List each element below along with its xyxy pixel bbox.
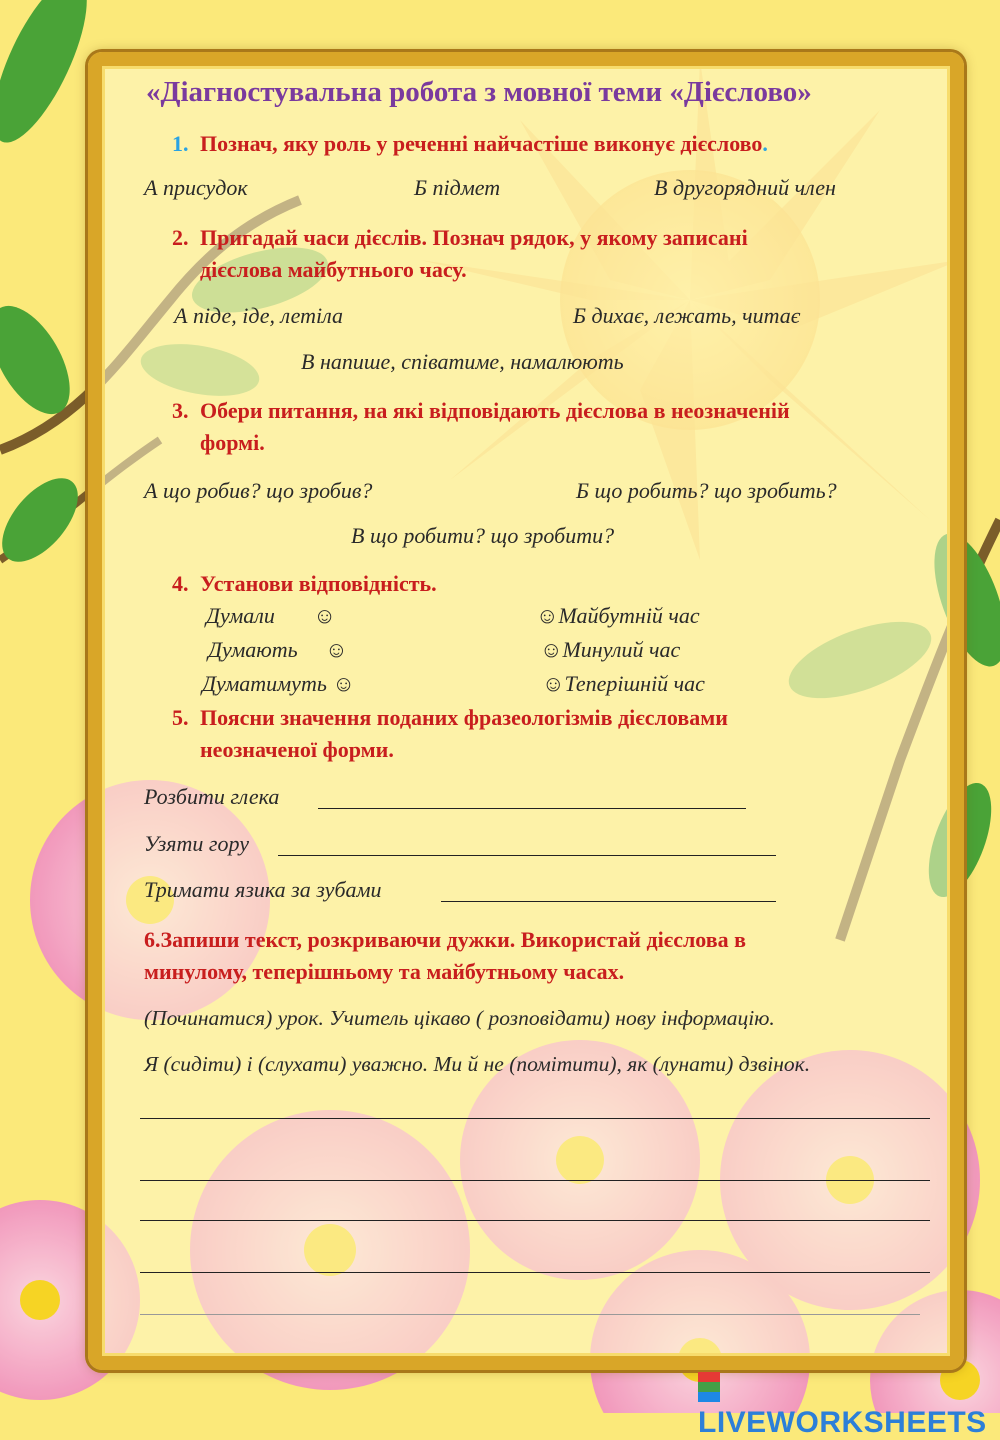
q1-answer-c[interactable]: В другорядний член [654,175,836,200]
question-1-number: 1. [172,131,189,156]
phrase-1-answer-line[interactable] [318,786,746,809]
question-3-line2: формі. [200,430,265,455]
phrase-2-answer-line[interactable] [278,833,776,856]
q2-answer-b[interactable]: Б дихає, лежать, читає [573,303,801,328]
q1-answer-a[interactable]: А присудок [144,175,248,200]
match-left-3[interactable]: Думатимуть ☺ [202,671,355,696]
writing-line-4[interactable] [140,1250,930,1273]
question-6-line1: 6.Запиши текст, розкриваючи дужки. Використай дієслова в [144,927,747,952]
match-right-3[interactable]: ☺Теперішній час [542,671,705,696]
phrase-1: Розбити глека [144,784,280,809]
question-2-line1: Пригадай часи дієслів. Познач рядок, у якому записані [200,225,748,250]
q2-answer-c[interactable]: В напише, співатиме, намалюють [301,349,624,374]
text-paragraph-2: Я (сидіти) і (слухати) уважно. Ми й не (помітити), як (лунати) дзвінок. [144,1052,811,1076]
phrase-3-answer-line[interactable] [441,879,776,902]
question-3-number: 3. [172,398,189,423]
logo-text: LIVEWORKSHEETS [698,1406,987,1439]
question-6 [144,924,926,988]
phrase-3: Тримати язика за зубами [144,877,382,902]
q3-answer-b[interactable]: Б що робить? що зробить? [576,478,837,503]
writing-line-5[interactable] [140,1292,920,1315]
match-right-2[interactable]: ☺Минулий час [540,637,681,662]
question-1 [172,128,768,160]
question-2-number: 2. [172,225,189,250]
q1-answer-b[interactable]: Б підмет [414,175,501,200]
q2-answer-a[interactable]: А піде, іде, летіла [174,303,343,328]
writing-line-2[interactable] [140,1158,930,1181]
match-left-1[interactable]: Думали ☺ [206,603,336,628]
writing-line-1[interactable] [140,1096,930,1119]
question-3-line1: Обери питання, на які відповідають дієслова в неозначеній [200,398,790,423]
question-2-line2: дієслова майбутнього часу. [200,257,467,282]
logo-icon [698,1372,720,1402]
question-3 [172,395,932,459]
text-paragraph-1: (Починатися) урок. Учитель цікаво ( розповідати) нову інформацію. [144,1006,775,1030]
question-5-line1: Поясни значення поданих фразеологізмів дієсловами [200,705,728,730]
writing-line-3[interactable] [140,1198,930,1221]
match-right-1[interactable]: ☺Майбутній час [536,603,700,628]
question-4-number: 4. [172,571,189,596]
match-left-2[interactable]: Думають ☺ [208,637,348,662]
question-2 [172,222,912,286]
question-4 [172,568,437,600]
question-5 [172,702,912,766]
question-6-line2: минулому, теперішньому та майбутньому часах. [144,959,625,984]
question-1-text: Познач, яку роль у реченні найчастіше виконує дієслово [200,131,763,156]
q3-answer-c[interactable]: В що робити? що зробити? [351,523,615,548]
question-1-dot: . [762,131,768,156]
q3-answer-a[interactable]: А що робив? що зробив? [144,478,373,503]
page-title: «Діагностувальна робота з мовної теми «Дієслово» [146,76,812,108]
question-4-text: Установи відповідність. [200,571,437,596]
question-5-number: 5. [172,705,189,730]
question-5-line2: неозначеної форми. [200,737,394,762]
phrase-2: Узяти гору [144,831,249,856]
liveworksheets-logo [698,1372,1000,1440]
